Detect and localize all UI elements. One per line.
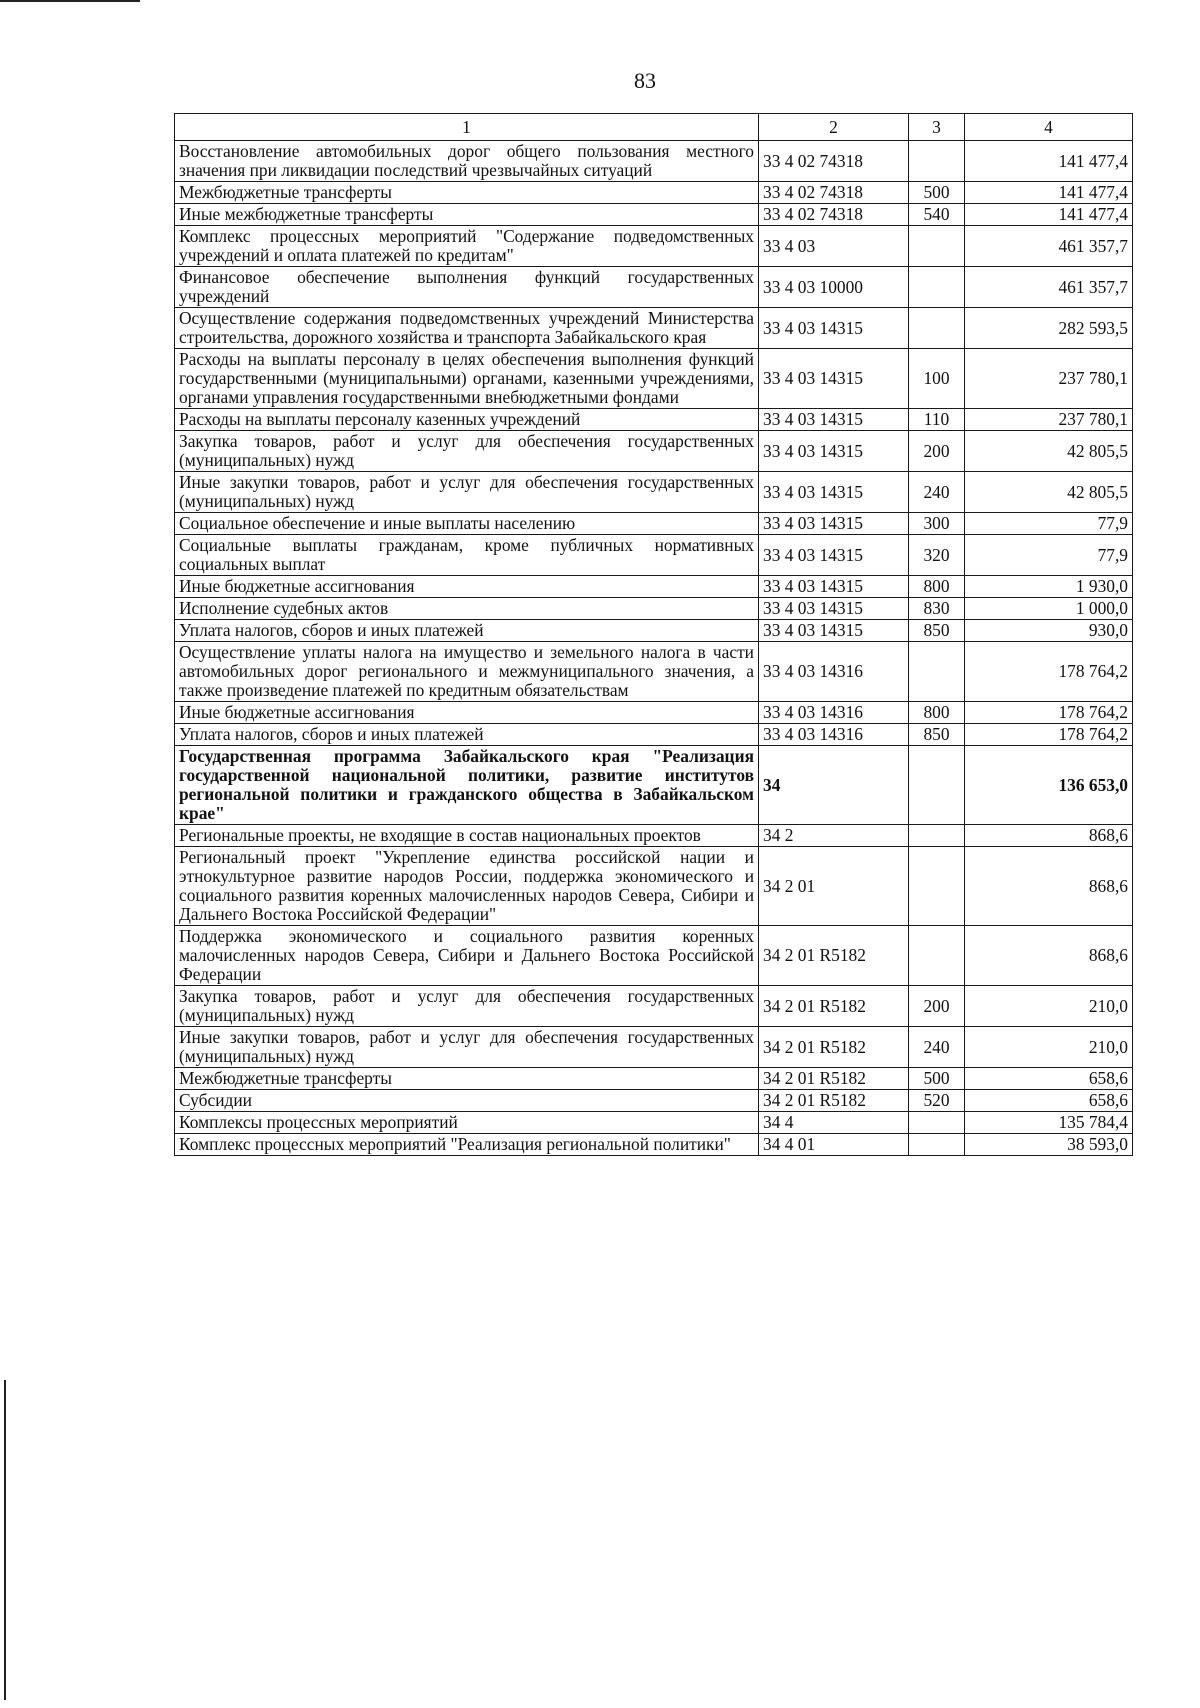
row-name: Осуществление содержания подведомственных учреждений Министерства строительства, дорожного хозяйства и транспорта Забайкальского края [175,308,759,349]
row-name: Расходы на выплаты персоналу казенных учреждений [175,409,759,431]
row-expense-type: 540 [909,204,965,226]
row-name: Комплексы процессных мероприятий [175,1112,759,1134]
row-name: Исполнение судебных актов [175,598,759,620]
table-row [175,746,1133,825]
row-name: Уплата налогов, сборов и иных платежей [175,620,759,642]
row-name: Закупка товаров, работ и услуг для обеспечения государственных (муниципальных) нужд [175,986,759,1027]
row-expense-type: 300 [909,513,965,535]
row-name: Восстановление автомобильных дорог общего пользования местного значения при ликвидации последствий чрезвычайных ситуаций [175,141,759,182]
row-code: 33 4 03 14315 [759,576,909,598]
row-code: 33 4 02 74318 [759,182,909,204]
table-row [175,825,1133,847]
row-name: Иные закупки товаров, работ и услуг для обеспечения государственных (муниципальных) нужд [175,1027,759,1068]
row-name: Комплекс процессных мероприятий "Реализация региональной политики" [175,1134,759,1156]
row-code: 33 4 03 14315 [759,513,909,535]
table-row [175,576,1133,598]
row-expense-type [909,825,965,847]
table-row [175,349,1133,409]
row-expense-type: 240 [909,472,965,513]
row-code: 34 [759,746,909,825]
row-expense-type [909,308,965,349]
row-name: Комплекс процессных мероприятий "Содержание подведомственных учреждений и оплата платежей по кредитам" [175,226,759,267]
row-amount: 237 780,1 [965,409,1133,431]
table-row [175,598,1133,620]
table-row [175,141,1133,182]
row-code: 34 2 [759,825,909,847]
row-amount: 868,6 [965,847,1133,926]
row-amount: 77,9 [965,513,1133,535]
row-expense-type: 520 [909,1090,965,1112]
row-name: Иные бюджетные ассигнования [175,576,759,598]
row-amount: 141 477,4 [965,182,1133,204]
row-code: 34 4 [759,1112,909,1134]
row-code: 33 4 03 14316 [759,702,909,724]
row-amount: 868,6 [965,825,1133,847]
row-expense-type [909,926,965,986]
scan-edge-left [4,1380,6,1700]
header-col-4: 4 [965,114,1133,141]
row-name: Иные закупки товаров, работ и услуг для обеспечения государственных (муниципальных) нужд [175,472,759,513]
row-expense-type: 500 [909,182,965,204]
row-amount: 135 784,4 [965,1112,1133,1134]
row-code: 33 4 03 14315 [759,349,909,409]
row-amount: 658,6 [965,1090,1133,1112]
row-expense-type [909,1134,965,1156]
table-header-row [175,114,1133,141]
row-expense-type: 830 [909,598,965,620]
row-name: Уплата налогов, сборов и иных платежей [175,724,759,746]
table-row [175,226,1133,267]
row-name: Социальные выплаты гражданам, кроме публичных нормативных социальных выплат [175,535,759,576]
row-amount: 141 477,4 [965,141,1133,182]
row-code: 33 4 03 10000 [759,267,909,308]
row-code: 34 2 01 R5182 [759,986,909,1027]
table-row [175,986,1133,1027]
row-amount: 38 593,0 [965,1134,1133,1156]
row-expense-type: 110 [909,409,965,431]
row-name: Региональный проект "Укрепление единства российской нации и этнокультурное развитие народов России, поддержка экономического и социального развития коренных малочисленных народов Севера, Сибири и Дальнего Востока Российской Федерации" [175,847,759,926]
table-row [175,431,1133,472]
row-code: 34 2 01 R5182 [759,1068,909,1090]
table-row [175,620,1133,642]
table-row [175,1068,1133,1090]
row-name: Финансовое обеспечение выполнения функций государственных учреждений [175,267,759,308]
table-row [175,1090,1133,1112]
row-code: 34 2 01 [759,847,909,926]
row-amount: 42 805,5 [965,431,1133,472]
row-code: 33 4 03 14315 [759,620,909,642]
table-row [175,513,1133,535]
budget-table [174,113,1133,1156]
row-expense-type [909,642,965,702]
row-expense-type [909,141,965,182]
row-amount: 461 357,7 [965,267,1133,308]
table-row [175,535,1133,576]
row-amount: 136 653,0 [965,746,1133,825]
row-amount: 237 780,1 [965,349,1133,409]
row-name: Иные межбюджетные трансферты [175,204,759,226]
row-code: 33 4 03 14316 [759,642,909,702]
row-code: 33 4 03 14316 [759,724,909,746]
table-row [175,926,1133,986]
row-amount: 1 930,0 [965,576,1133,598]
row-name: Региональные проекты, не входящие в состав национальных проектов [175,825,759,847]
row-amount: 178 764,2 [965,642,1133,702]
row-name: Межбюджетные трансферты [175,1068,759,1090]
row-code: 34 2 01 R5182 [759,1027,909,1068]
table-row [175,267,1133,308]
row-expense-type: 800 [909,576,965,598]
table-row [175,1112,1133,1134]
row-name: Расходы на выплаты персоналу в целях обеспечения выполнения функций государственными (муниципальными) органами, казенными учреждениями, органами управления государственными внебюджетными фондами [175,349,759,409]
row-amount: 210,0 [965,1027,1133,1068]
row-code: 33 4 02 74318 [759,141,909,182]
header-col-1: 1 [175,114,759,141]
row-name: Поддержка экономического и социального развития коренных малочисленных народов Севера, Сибири и Дальнего Востока Российской Федерации [175,926,759,986]
row-name: Межбюджетные трансферты [175,182,759,204]
row-expense-type: 500 [909,1068,965,1090]
row-expense-type: 240 [909,1027,965,1068]
row-code: 33 4 03 14315 [759,409,909,431]
row-expense-type [909,267,965,308]
row-amount: 930,0 [965,620,1133,642]
table-body [175,141,1133,1156]
table-row [175,702,1133,724]
row-expense-type: 320 [909,535,965,576]
row-amount: 141 477,4 [965,204,1133,226]
row-expense-type [909,226,965,267]
row-amount: 77,9 [965,535,1133,576]
row-expense-type: 850 [909,620,965,642]
row-code: 33 4 03 14315 [759,472,909,513]
row-expense-type: 850 [909,724,965,746]
table-row [175,182,1133,204]
row-amount: 658,6 [965,1068,1133,1090]
row-amount: 178 764,2 [965,702,1133,724]
row-expense-type [909,746,965,825]
row-code: 34 2 01 R5182 [759,926,909,986]
table-row [175,642,1133,702]
row-code: 34 2 01 R5182 [759,1090,909,1112]
row-expense-type: 200 [909,986,965,1027]
table-row [175,409,1133,431]
page-number: 83 [634,68,656,93]
row-code: 33 4 03 [759,226,909,267]
table-row [175,1027,1133,1068]
header-col-3: 3 [909,114,965,141]
table-row [175,308,1133,349]
row-code: 33 4 03 14315 [759,308,909,349]
table-row [175,204,1133,226]
row-name: Государственная программа Забайкальского края "Реализация государственной национальной политики, развитие институтов региональной политики и гражданского общества в Забайкальском крае" [175,746,759,825]
row-amount: 1 000,0 [965,598,1133,620]
row-name: Осуществление уплаты налога на имущество и земельного налога в части автомобильных дорог регионального и межмуниципального значения, а также произведение платежей по кредитным обязательствам [175,642,759,702]
table-row [175,847,1133,926]
row-code: 33 4 02 74318 [759,204,909,226]
row-code: 34 4 01 [759,1134,909,1156]
row-amount: 461 357,7 [965,226,1133,267]
row-code: 33 4 03 14315 [759,431,909,472]
row-amount: 42 805,5 [965,472,1133,513]
table-row [175,724,1133,746]
table-row [175,1134,1133,1156]
table-row [175,472,1133,513]
row-amount: 210,0 [965,986,1133,1027]
row-amount: 178 764,2 [965,724,1133,746]
row-name: Закупка товаров, работ и услуг для обеспечения государственных (муниципальных) нужд [175,431,759,472]
row-amount: 282 593,5 [965,308,1133,349]
row-amount: 868,6 [965,926,1133,986]
header-col-2: 2 [759,114,909,141]
row-expense-type: 100 [909,349,965,409]
row-name: Иные бюджетные ассигнования [175,702,759,724]
row-name: Социальное обеспечение и иные выплаты населению [175,513,759,535]
row-code: 33 4 03 14315 [759,535,909,576]
scan-edge-top [0,0,140,2]
row-code: 33 4 03 14315 [759,598,909,620]
row-name: Субсидии [175,1090,759,1112]
row-expense-type [909,847,965,926]
row-expense-type: 200 [909,431,965,472]
row-expense-type [909,1112,965,1134]
row-expense-type: 800 [909,702,965,724]
